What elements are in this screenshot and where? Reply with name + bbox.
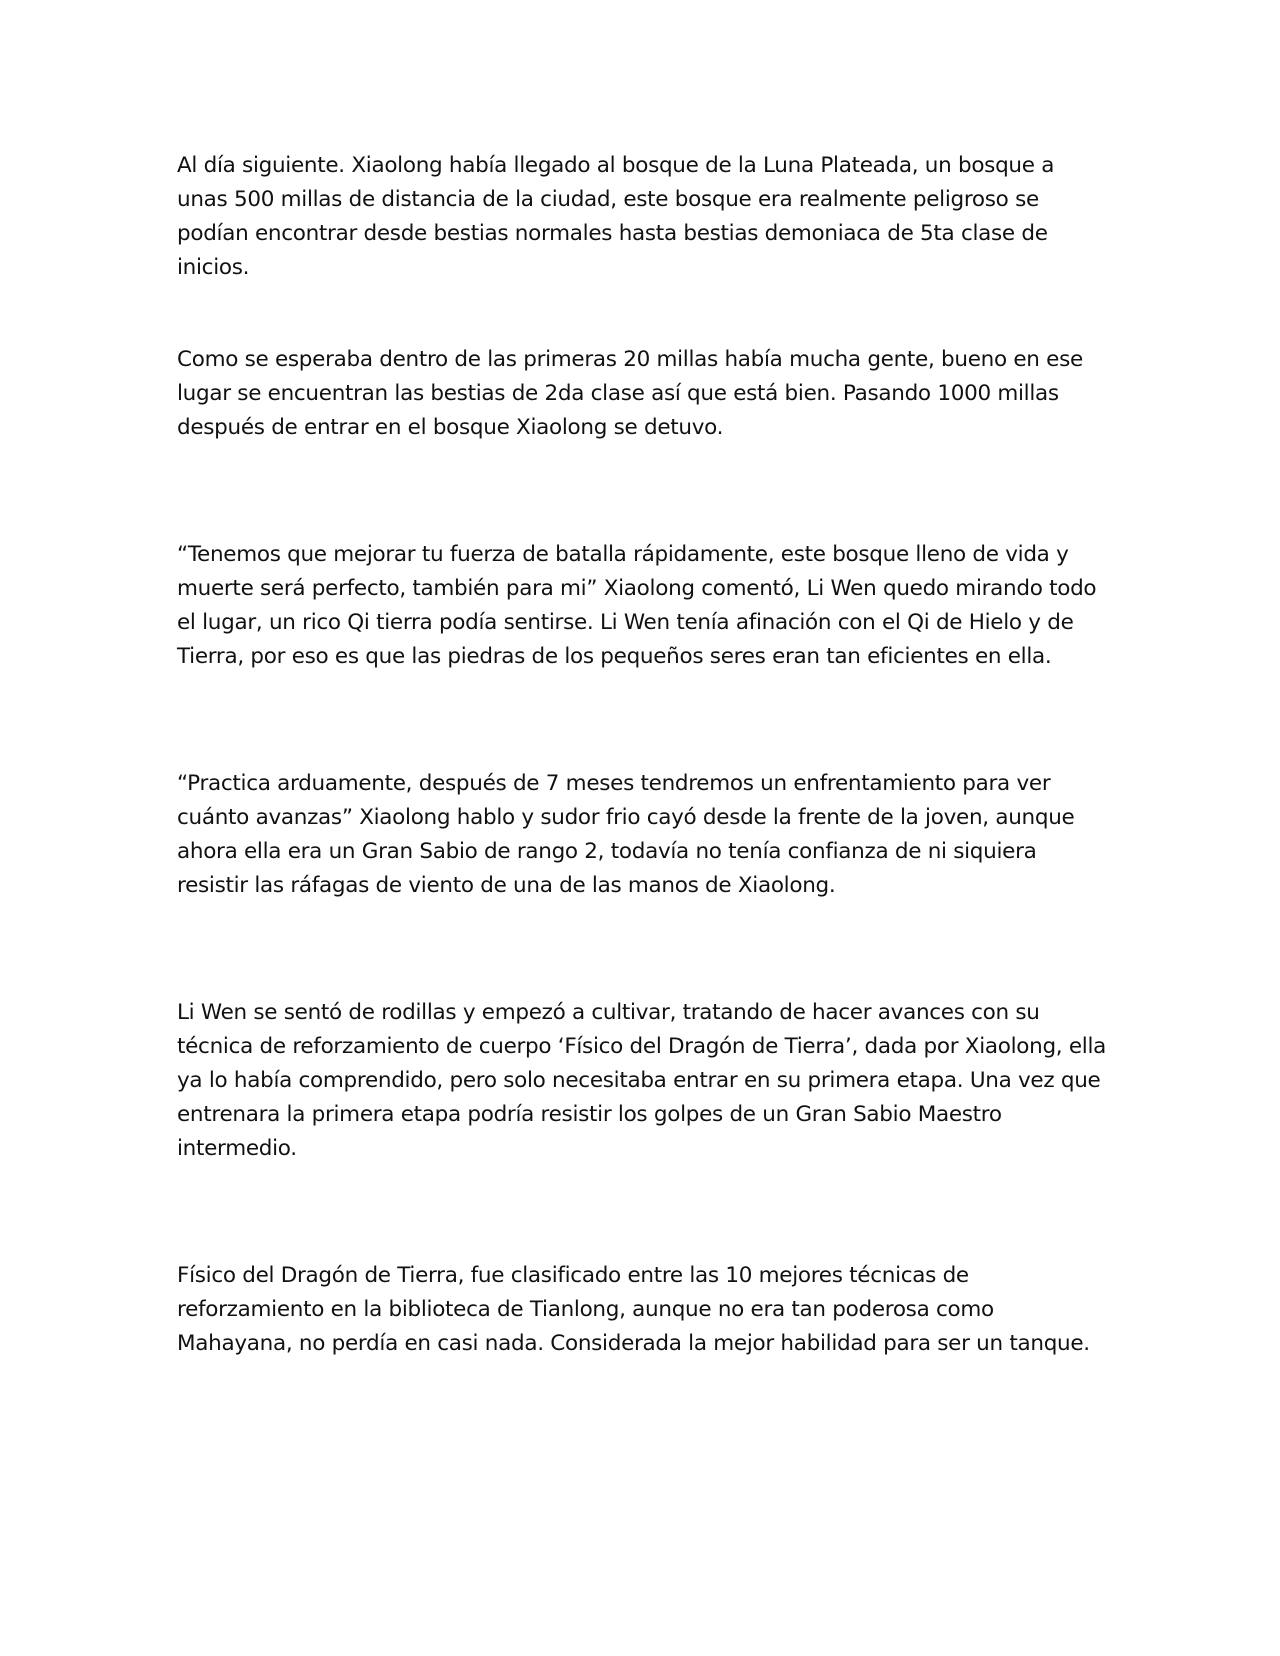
paragraph-5: Li Wen se sentó de rodillas y empezó a cultivar, tratando de hacer avances con su técnica de reforzamiento de cuerpo ‘Físico del Dragón de Tierra’, dada por Xiaolong, ella ya lo había comprendido, pero solo necesitaba entrar en su primera etapa. Una vez que entrenara la primera etapa podría resistir los golpes de un Gran Sabio Maestro intermedio. bbox=[177, 1000, 1107, 1161]
paragraph-2: Como se esperaba dentro de las primeras 20 millas había mucha gente, bueno en ese lugar se encuentran las bestias de 2da clase así que está bien. Pasando 1000 millas después de entrar en el bosque Xiaolong se detuvo. bbox=[177, 347, 1083, 440]
paragraph-3: “Tenemos que mejorar tu fuerza de batalla rápidamente, este bosque lleno de vida y muerte será perfecto, también para mi” Xiaolong comentó, Li Wen quedo mirando todo el lugar, un rico Qi tierra podía sentirse. Li Wen tenía afinación con el Qi de Hielo y de Tierra, por eso es que las piedras de los pequeños seres eran tan eficientes en ella. bbox=[177, 542, 1097, 669]
paragraph-6: Físico del Dragón de Tierra, fue clasificado entre las 10 mejores técnicas de reforzamiento en la biblioteca de Tianlong, aunque no era tan poderosa como Mahayana, no perdía en casi nada. Considerada la mejor habilidad para ser un tanque. bbox=[177, 1263, 1090, 1356]
paragraph-1: Al día siguiente. Xiaolong había llegado al bosque de la Luna Plateada, un bosque a unas 500 millas de distancia de la ciudad, este bosque era realmente peligroso se podían encontrar desde bestias normales hasta bestias demoniaca de 5ta clase de inicios. bbox=[177, 153, 1055, 280]
paragraph-4: “Practica arduamente, después de 7 meses tendremos un enfrentamiento para ver cuánto avanzas” Xiaolong hablo y sudor frio cayó desde la frente de la joven, aunque ahora ella era un Gran Sabio de rango 2, todavía no tenía confianza de ni siquiera resistir las ráfagas de viento de una de las manos de Xiaolong. bbox=[177, 771, 1075, 898]
